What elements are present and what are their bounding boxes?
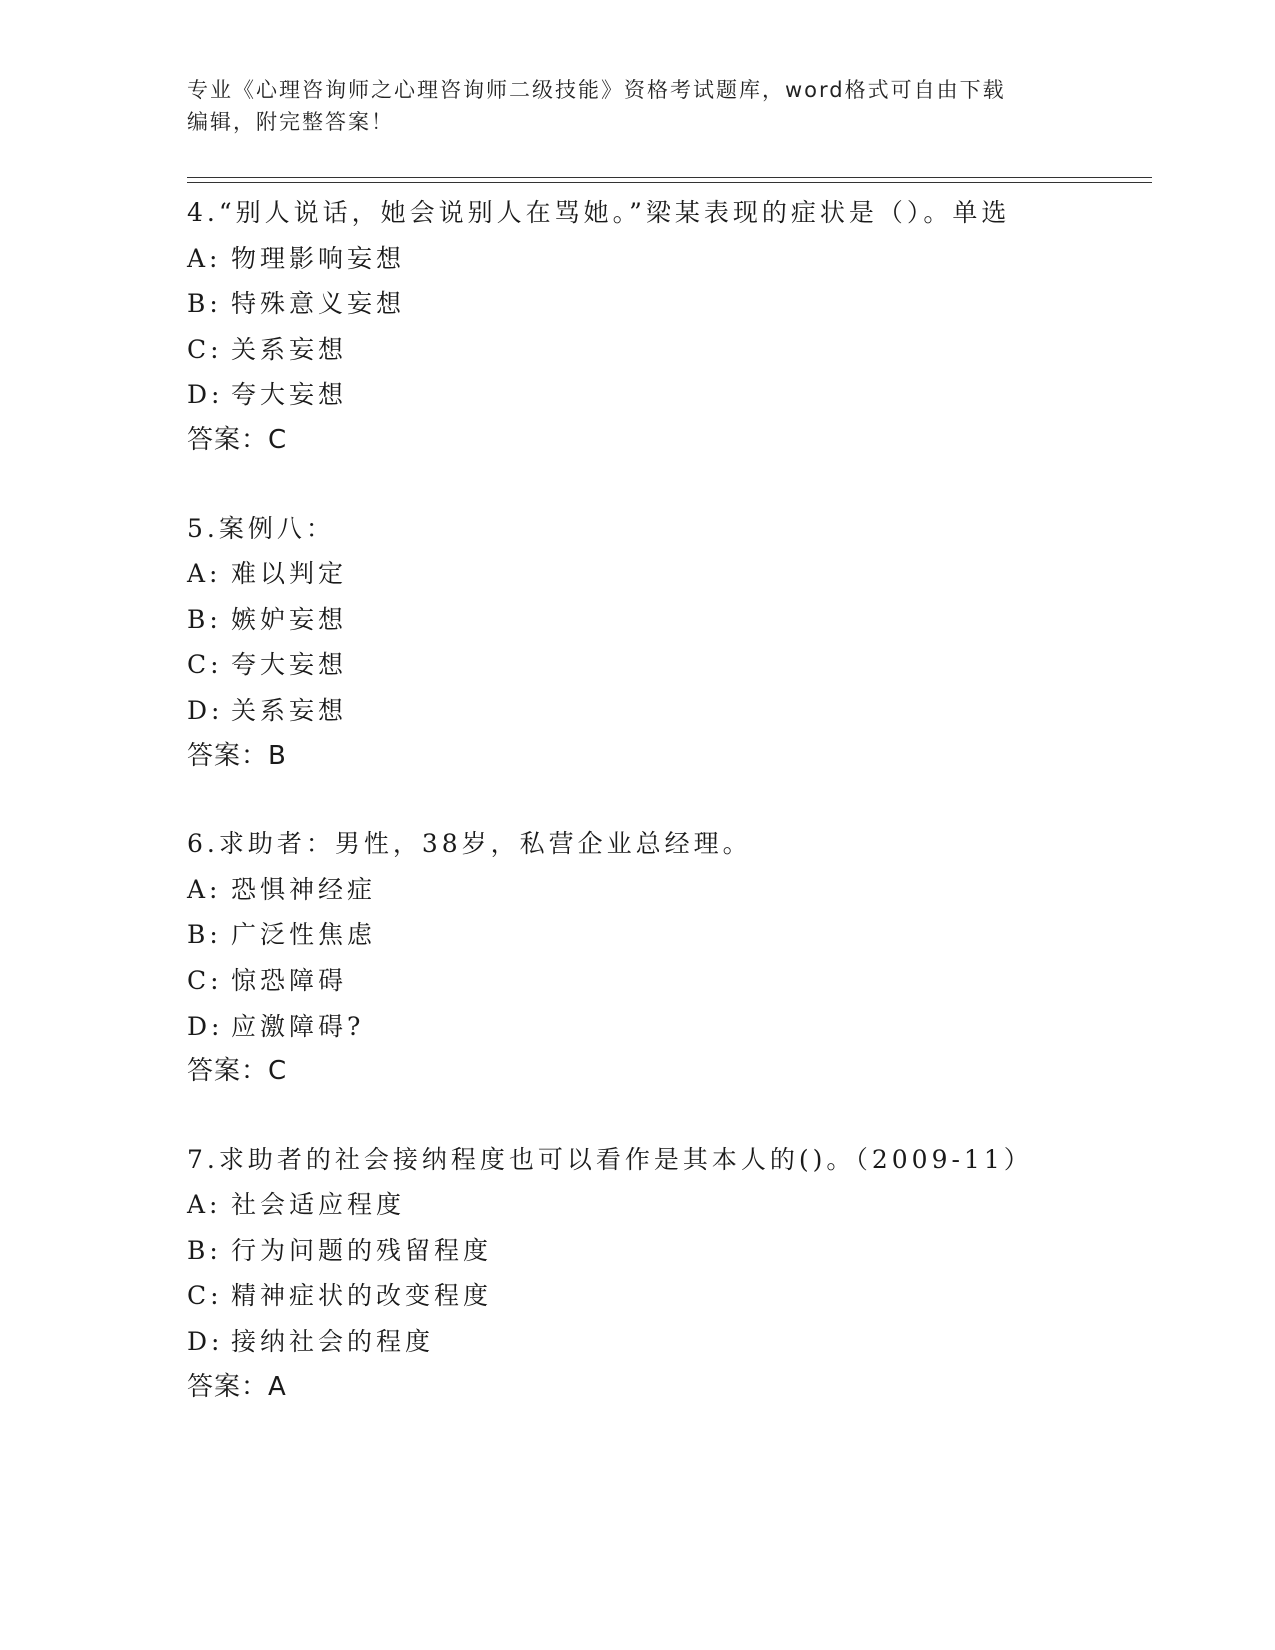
answer-value: B <box>268 740 287 771</box>
header-divider-top <box>187 177 1152 178</box>
answer-line <box>187 734 1152 780</box>
option-key: A: <box>187 1190 222 1220</box>
header-line-2: 编辑，附完整答案！ <box>187 110 394 134</box>
option-c <box>187 327 1152 373</box>
answer-value: C <box>268 424 288 455</box>
option-c <box>187 958 1152 1004</box>
question-7 <box>187 1137 1152 1411</box>
answer-line <box>187 1365 1152 1411</box>
document-header <box>187 74 1067 138</box>
option-text: 应激障碍? <box>231 1011 365 1041</box>
option-b <box>187 1228 1152 1274</box>
option-key: B: <box>187 604 222 634</box>
question-4 <box>187 190 1152 464</box>
option-key: B: <box>187 289 222 319</box>
header-line-1: 专业《心理咨询师之心理咨询师二级技能》资格考试题库，word格式可自由下载 <box>187 78 1006 102</box>
option-text: 接纳社会的程度 <box>231 1327 435 1357</box>
option-d <box>187 1319 1152 1365</box>
answer-value: A <box>268 1371 287 1402</box>
option-key: D: <box>187 1327 224 1357</box>
option-text: 夸大妄想 <box>231 380 348 410</box>
answer-label: 答案： <box>187 1371 269 1402</box>
option-a <box>187 551 1152 597</box>
option-text: 夸大妄想 <box>231 650 348 680</box>
question-stem: 6.求助者：男性，38岁，私营企业总经理。 <box>187 829 752 859</box>
option-text: 关系妄想 <box>231 334 348 364</box>
answer-line <box>187 418 1152 464</box>
option-d <box>187 688 1152 734</box>
option-text: 精神症状的改变程度 <box>231 1281 493 1311</box>
option-d <box>187 372 1152 418</box>
option-text: 惊恐障碍 <box>231 965 348 995</box>
answer-label: 答案： <box>187 424 269 455</box>
option-key: D: <box>187 695 224 725</box>
option-key: D: <box>187 380 224 410</box>
option-a <box>187 1182 1152 1228</box>
option-key: C: <box>187 1281 223 1311</box>
option-key: B: <box>187 1235 222 1265</box>
header-divider-bottom <box>187 182 1152 183</box>
option-b <box>187 597 1152 643</box>
option-text: 恐惧神经症 <box>231 874 377 904</box>
option-key: A: <box>187 243 222 273</box>
option-key: C: <box>187 650 223 680</box>
option-key: C: <box>187 334 223 364</box>
option-text: 嫉妒妄想 <box>231 604 348 634</box>
answer-label: 答案： <box>187 1056 269 1087</box>
option-text: 特殊意义妄想 <box>231 289 406 319</box>
option-c <box>187 1273 1152 1319</box>
option-text: 社会适应程度 <box>231 1190 406 1220</box>
option-key: B: <box>187 920 222 950</box>
answer-label: 答案： <box>187 740 269 771</box>
option-a <box>187 236 1152 282</box>
question-stem: 5.案例八： <box>187 513 335 543</box>
option-b <box>187 281 1152 327</box>
option-c <box>187 642 1152 688</box>
option-b <box>187 912 1152 958</box>
option-key: A: <box>187 874 222 904</box>
question-6 <box>187 821 1152 1095</box>
option-text: 行为问题的残留程度 <box>231 1235 493 1265</box>
question-list <box>187 190 1152 1452</box>
option-d <box>187 1004 1152 1050</box>
option-key: C: <box>187 965 223 995</box>
question-stem: 7.求助者的社会接纳程度也可以看作是其本人的()。（2009-11） <box>187 1144 1033 1174</box>
answer-line <box>187 1049 1152 1095</box>
option-text: 难以判定 <box>231 559 348 589</box>
option-text: 广泛性焦虑 <box>231 920 377 950</box>
option-a <box>187 867 1152 913</box>
option-text: 关系妄想 <box>231 695 348 725</box>
answer-value: C <box>268 1056 288 1087</box>
option-text: 物理影响妄想 <box>231 243 406 273</box>
option-key: D: <box>187 1011 224 1041</box>
question-stem: 4.“别人说话，她会说别人在骂她。”梁某表现的症状是（）。单选 <box>187 198 1011 227</box>
option-key: A: <box>187 559 222 589</box>
question-5 <box>187 506 1152 780</box>
